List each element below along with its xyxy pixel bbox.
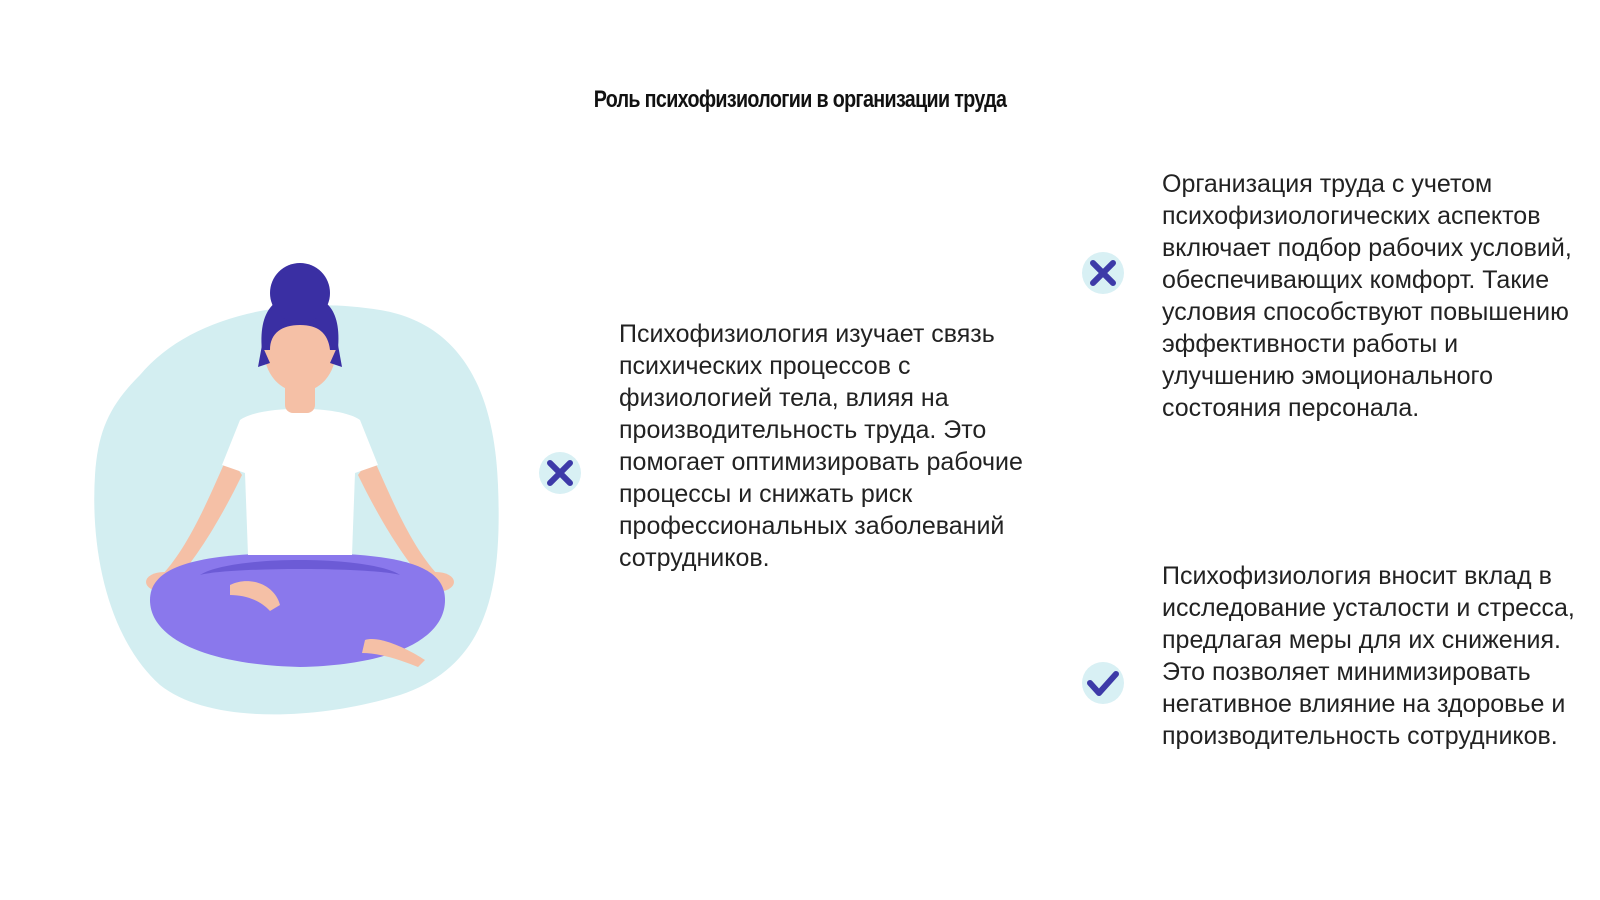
meditating-woman-illustration [80,255,520,735]
close-x-icon [1081,251,1125,295]
slide-title: Роль психофизиологии в организации труда [593,86,1007,113]
hair-bun [270,263,330,323]
item-text-3: Психофизиология вносит вклад в исследование усталости и стресса, предлагая меры для их снижения. Это позволяет минимизировать негативное влияние на здоровье и производительность сотрудников. [1162,562,1575,750]
item-text-1: Психофизиология изучает связь психических процессов с физиологией тела, влияя на производительность труда. Это помогает оптимизировать рабочие процессы и снижать риск профессиональных заболеваний сотрудников. [619,320,1023,572]
item-text-2: Организация труда с учетом психофизиологических аспектов включает подбор рабочих условий, обеспечивающих комфорт. Такие условия способствуют повышению эффективности работы и улучшению эмоционального состояния персонала. [1162,170,1572,422]
checkmark-icon [1081,661,1125,705]
close-x-icon [538,451,582,495]
